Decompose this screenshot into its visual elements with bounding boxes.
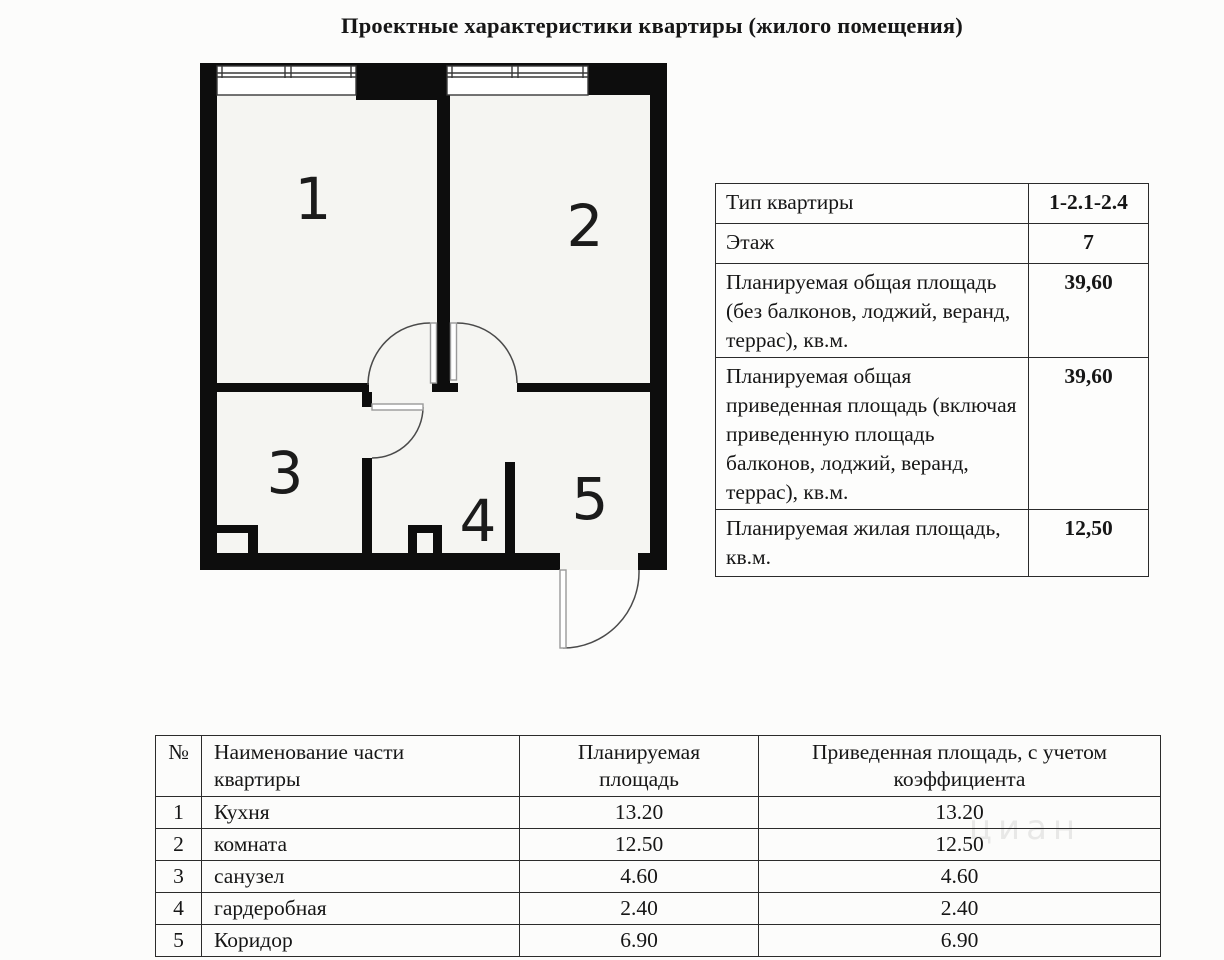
row-value: 12,50	[1029, 510, 1149, 577]
window-symbol-right	[447, 66, 588, 95]
row-value: 1-2.1-2.4	[1029, 184, 1149, 224]
row-label: Планируемая общая площадь (без балконов, лоджий, веранд, террас), кв.м.	[716, 264, 1029, 358]
col-header-reduced: Приведенная площадь, с учетом коэффициента	[759, 736, 1161, 797]
room-label-1: 1	[294, 165, 332, 233]
page-title: Проектные характеристики квартиры (жилого помещения)	[341, 13, 963, 38]
row-label: Тип квартиры	[716, 184, 1029, 224]
row-label: Планируемая жилая площадь, кв.м.	[716, 510, 1029, 577]
floor-plan	[190, 50, 680, 670]
col-header-planned: Планируемая площадь	[520, 736, 759, 797]
cell-num: 5	[156, 925, 202, 957]
window-symbol-left	[217, 66, 356, 95]
spec-table	[715, 183, 1149, 577]
cell-num: 4	[156, 893, 202, 925]
cell-reduced: 4.60	[759, 861, 1161, 893]
scan-watermark: циан	[968, 808, 1082, 848]
cell-reduced: 2.40	[759, 893, 1161, 925]
cell-name: комната	[202, 829, 520, 861]
cell-name: Кухня	[202, 797, 520, 829]
col-header-name: Наименование части квартиры	[202, 736, 520, 797]
cell-name: Коридор	[202, 925, 520, 957]
table-row	[716, 264, 1149, 358]
col-header-num: №	[156, 736, 202, 797]
table-row	[156, 797, 1161, 829]
cell-num: 2	[156, 829, 202, 861]
cell-name: санузел	[202, 861, 520, 893]
cell-num: 3	[156, 861, 202, 893]
row-value: 39,60	[1029, 264, 1149, 358]
table-row	[156, 861, 1161, 893]
table-row	[716, 184, 1149, 224]
cell-planned: 4.60	[520, 861, 759, 893]
header-row	[156, 736, 1161, 797]
table-row	[716, 224, 1149, 264]
cell-reduced: 6.90	[759, 925, 1161, 957]
table-row	[156, 893, 1161, 925]
row-value: 39,60	[1029, 358, 1149, 510]
room-label-3: 3	[266, 439, 304, 507]
cell-planned: 12.50	[520, 829, 759, 861]
table-row	[156, 829, 1161, 861]
table-row	[156, 925, 1161, 957]
row-value: 7	[1029, 224, 1149, 264]
area-table	[155, 735, 1161, 957]
cell-reduced: 13.20	[759, 797, 1161, 829]
cell-planned: 6.90	[520, 925, 759, 957]
table-row	[716, 510, 1149, 577]
room-label-2: 2	[566, 192, 604, 260]
room-label-4: 4	[459, 487, 497, 555]
cell-reduced: 12.50	[759, 829, 1161, 861]
cell-planned: 2.40	[520, 893, 759, 925]
cell-name: гардеробная	[202, 893, 520, 925]
entrance-door	[560, 570, 639, 648]
row-label: Этаж	[716, 224, 1029, 264]
cell-planned: 13.20	[520, 797, 759, 829]
room-label-5: 5	[571, 465, 609, 533]
row-label: Планируемая общая приведенная площадь (включая приведенную площадь балконов, лоджий, веранд, террас), кв.м.	[716, 358, 1029, 510]
table-row	[716, 358, 1149, 510]
cell-num: 1	[156, 797, 202, 829]
